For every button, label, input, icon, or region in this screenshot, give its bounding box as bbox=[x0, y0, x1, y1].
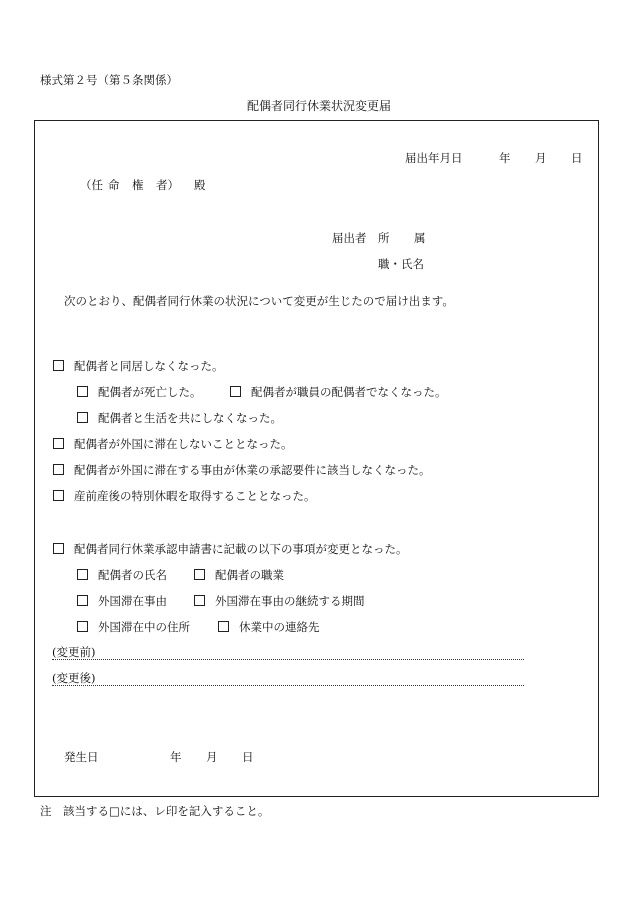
filing-date-year: 年 bbox=[499, 151, 511, 165]
addressee-char-1: （任 bbox=[80, 178, 103, 192]
addressee-honorific: 殿 bbox=[194, 178, 206, 192]
option-not-cohabiting[interactable] bbox=[53, 360, 224, 373]
occurrence-month: 月 bbox=[206, 750, 218, 764]
occurrence-year: 年 bbox=[170, 750, 182, 764]
checkbox-spouse-name[interactable] bbox=[77, 569, 88, 580]
applicant-label: 届出者 bbox=[332, 231, 367, 245]
checkbox-spouse-job[interactable] bbox=[194, 569, 205, 580]
option-not-abroad[interactable] bbox=[53, 438, 293, 451]
filing-date-month: 月 bbox=[535, 151, 547, 165]
addressee-char-3: 権 bbox=[132, 178, 144, 192]
option-spouse-name[interactable] bbox=[77, 569, 167, 582]
option-text: 休業中の連絡先 bbox=[239, 620, 320, 634]
form-title: 配偶者同行休業状況変更届 bbox=[247, 99, 392, 113]
affiliation-char-2: 属 bbox=[414, 231, 426, 245]
option-not-sharing-life[interactable] bbox=[77, 412, 282, 425]
checkbox-not-abroad[interactable] bbox=[53, 438, 64, 449]
occurrence-label: 発生日 bbox=[64, 750, 99, 764]
option-text: 外国滞在事由 bbox=[98, 594, 167, 608]
option-spouse-died[interactable] bbox=[77, 386, 202, 399]
checkbox-spouse-died[interactable] bbox=[77, 386, 88, 397]
option-maternity-leave[interactable] bbox=[53, 490, 316, 503]
option-reason-not-meet[interactable] bbox=[53, 464, 431, 477]
option-text: 配偶者の職業 bbox=[215, 568, 284, 582]
checkbox-not-sharing-life[interactable] bbox=[77, 412, 88, 423]
position-name-label: 職・氏名 bbox=[378, 257, 424, 271]
checkbox-maternity-leave[interactable] bbox=[53, 490, 64, 501]
checkbox-reason-not-meet[interactable] bbox=[53, 464, 64, 475]
option-text: 配偶者と同居しなくなった。 bbox=[74, 359, 224, 373]
option-abroad-address[interactable] bbox=[77, 621, 190, 634]
occurrence-day: 日 bbox=[242, 750, 254, 764]
filing-date-day: 日 bbox=[571, 151, 583, 165]
option-text: 配偶者同行休業承認申請書に記載の以下の事項が変更となった。 bbox=[74, 542, 408, 556]
checkbox-spouse-not-staff-spouse[interactable] bbox=[230, 386, 241, 397]
option-text: 配偶者が外国に滞在する事由が休業の承認要件に該当しなくなった。 bbox=[74, 463, 431, 477]
checkbox-abroad-reason-period[interactable] bbox=[194, 595, 205, 606]
option-text: 配偶者の氏名 bbox=[98, 568, 167, 582]
option-abroad-reason-period[interactable] bbox=[194, 595, 365, 608]
intro-text: 次のとおり、配偶者同行休業の状況について変更が生じたので届け出ます。 bbox=[64, 294, 454, 308]
option-spouse-job[interactable] bbox=[194, 569, 284, 582]
checkbox-not-cohabiting[interactable] bbox=[53, 360, 64, 371]
form-frame bbox=[34, 120, 599, 797]
option-text: 配偶者が死亡した。 bbox=[98, 385, 202, 399]
option-text: 配偶者が外国に滞在しないこととなった。 bbox=[74, 437, 293, 451]
checkbox-abroad-reason[interactable] bbox=[77, 595, 88, 606]
after-line[interactable] bbox=[52, 685, 524, 686]
option-spouse-not-staff-spouse[interactable] bbox=[230, 386, 447, 399]
checkbox-leave-contact[interactable] bbox=[218, 621, 229, 632]
option-abroad-reason[interactable] bbox=[77, 595, 167, 608]
filing-date-label: 届出年月日 bbox=[405, 151, 463, 165]
option-text: 産前産後の特別休暇を取得することとなった。 bbox=[74, 489, 316, 503]
option-text: 外国滞在中の住所 bbox=[98, 620, 190, 634]
option-text: 外国滞在事由の継続する期間 bbox=[215, 594, 365, 608]
option-application-changed[interactable] bbox=[53, 543, 408, 556]
addressee-char-4: 者） bbox=[156, 178, 179, 192]
footnote: 注 該当する□には、レ印を記入すること。 bbox=[40, 804, 270, 818]
checkbox-abroad-address[interactable] bbox=[77, 621, 88, 632]
affiliation-char-1: 所 bbox=[378, 231, 390, 245]
before-line[interactable] bbox=[52, 659, 524, 660]
after-label: (変更後) bbox=[52, 671, 96, 685]
option-text: 配偶者と生活を共にしなくなった。 bbox=[98, 411, 282, 425]
checkbox-application-changed[interactable] bbox=[53, 543, 64, 554]
option-text: 配偶者が職員の配偶者でなくなった。 bbox=[251, 385, 447, 399]
option-leave-contact[interactable] bbox=[218, 621, 320, 634]
before-label: (変更前) bbox=[52, 645, 96, 659]
addressee-char-2: 命 bbox=[108, 178, 120, 192]
form-number: 様式第２号（第５条関係） bbox=[40, 73, 178, 87]
